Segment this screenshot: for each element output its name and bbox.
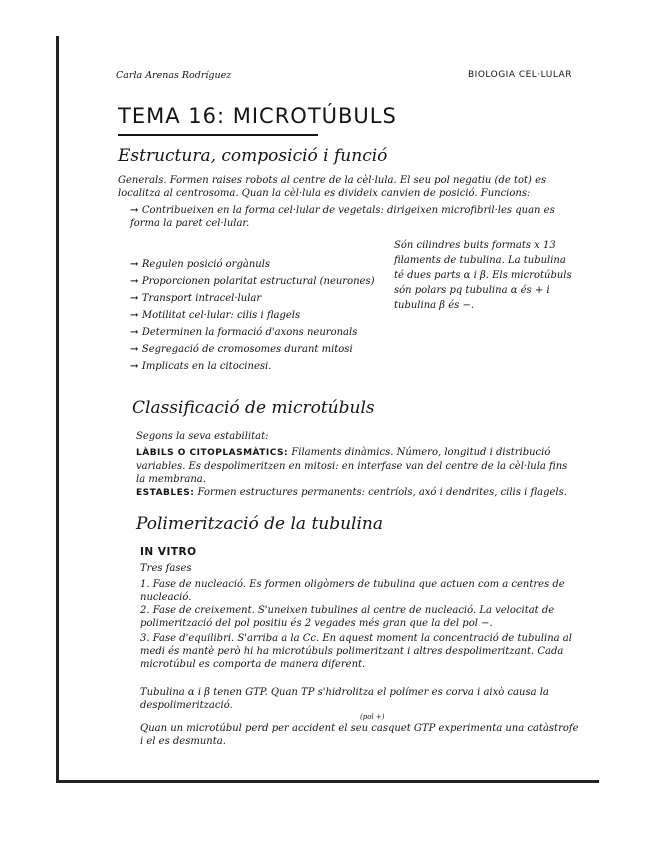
stable-label: ESTABLES: — [136, 488, 195, 498]
stable-text: Formen estructures permanents: centríols, axó i dendrites, cilis i flagels. — [197, 487, 567, 498]
labile-paragraph — [136, 446, 576, 486]
subheading-in-vitro: IN VITRO — [140, 546, 197, 558]
function-item: → Segregació de cromosomes durant mitosi — [130, 341, 375, 358]
function-item: → Proporcionen polaritat estructural (neurones) — [130, 273, 375, 290]
section-heading-polymerization: Polimerització de la tubulina — [136, 514, 384, 534]
phases-label: Tres fases — [140, 563, 192, 574]
side-note-structure: Són cilindres buits formats x 13 filaments de tubulina. La tubulina té dues parts α i β. Els microtúbuls són polars pq tubulina α és + i tubulina β és −. — [394, 240, 572, 311]
section-heading-structure: Estructura, composició i funció — [118, 146, 388, 166]
subject-name: BIOLOGIA CEL·LULAR — [468, 70, 572, 80]
labile-text: Filaments dinàmics. Número, longitud i distribució variables. Es despolimeritzen en mitosi: en interfase van del centre de la cèl·lula fins la membrana. — [136, 447, 568, 485]
phase-1: 1. Fase de nucleació. Es formen oligòmers de tubulina que actuen com a centres de nucleació. — [140, 579, 565, 603]
function-item-plant-shape — [130, 204, 570, 230]
function-item: → Transport intracel·lular — [130, 290, 375, 307]
section-heading-classification: Classificació de microtúbuls — [132, 398, 375, 418]
functions-list — [130, 256, 375, 375]
page-title: TEMA 16: MICROTÚBULS — [118, 104, 397, 128]
superscript-pol-plus: (pol +) — [360, 713, 385, 721]
function-item: → Determinen la formació d'axons neuronals — [130, 324, 375, 341]
catastrophe-note: Quan un microtúbul perd per accident el seu casquet GTP experimenta una catàstrofe i el es desmunta. — [140, 723, 579, 747]
function-item: → Motilitat cel·lular: cilis i flagels — [130, 307, 375, 324]
arrow-icon: → — [130, 205, 142, 216]
page-bottom-edge — [56, 780, 599, 783]
function-item-text: Contribueixen en la forma cel·lular de vegetals: dirigeixen microfibril·les quan es forma la paret cel·lular. — [130, 205, 555, 229]
page-left-edge — [56, 36, 59, 782]
title-underline — [118, 134, 318, 136]
section-intro-generals: Generals. Formen raises robots al centre de la cèl·lula. El seu pol negatiu (de tot) es localitza al centrosoma. Quan la cèl·lula es divideix canvien de posició. Funcions: — [118, 175, 547, 199]
notebook-page — [60, 40, 596, 778]
function-item: → Regulen posició orgànuls — [130, 256, 375, 273]
function-item: → Implicats en la citocinesi. — [130, 358, 375, 375]
phase-2: 2. Fase de creixement. S'uneixen tubulines al centre de nucleació. La velocitat de polimerització del pol positiu és 2 vegades més gran que la del pol −. — [140, 605, 555, 629]
phase-3: 3. Fase d'equilibri. S'arriba a la Cc. En aquest moment la concentració de tubulina al medi és mantè però hi ha microtúbuls polimeritzant i altres despolimeritzant. Cada microtúbul es comporta de manera diferent. — [140, 633, 572, 670]
author-name: Carla Arenas Rodríguez — [116, 70, 232, 81]
stable-paragraph — [136, 486, 576, 500]
classification-intro: Segons la seva estabilitat: — [136, 431, 269, 442]
gtp-note: Tubulina α i β tenen GTP. Quan TP s'hidrolitza el polímer es corva i això causa la despolimerització. — [140, 687, 549, 711]
labile-label: LÀBILS O CITOPLASMÀTICS: — [136, 448, 289, 458]
